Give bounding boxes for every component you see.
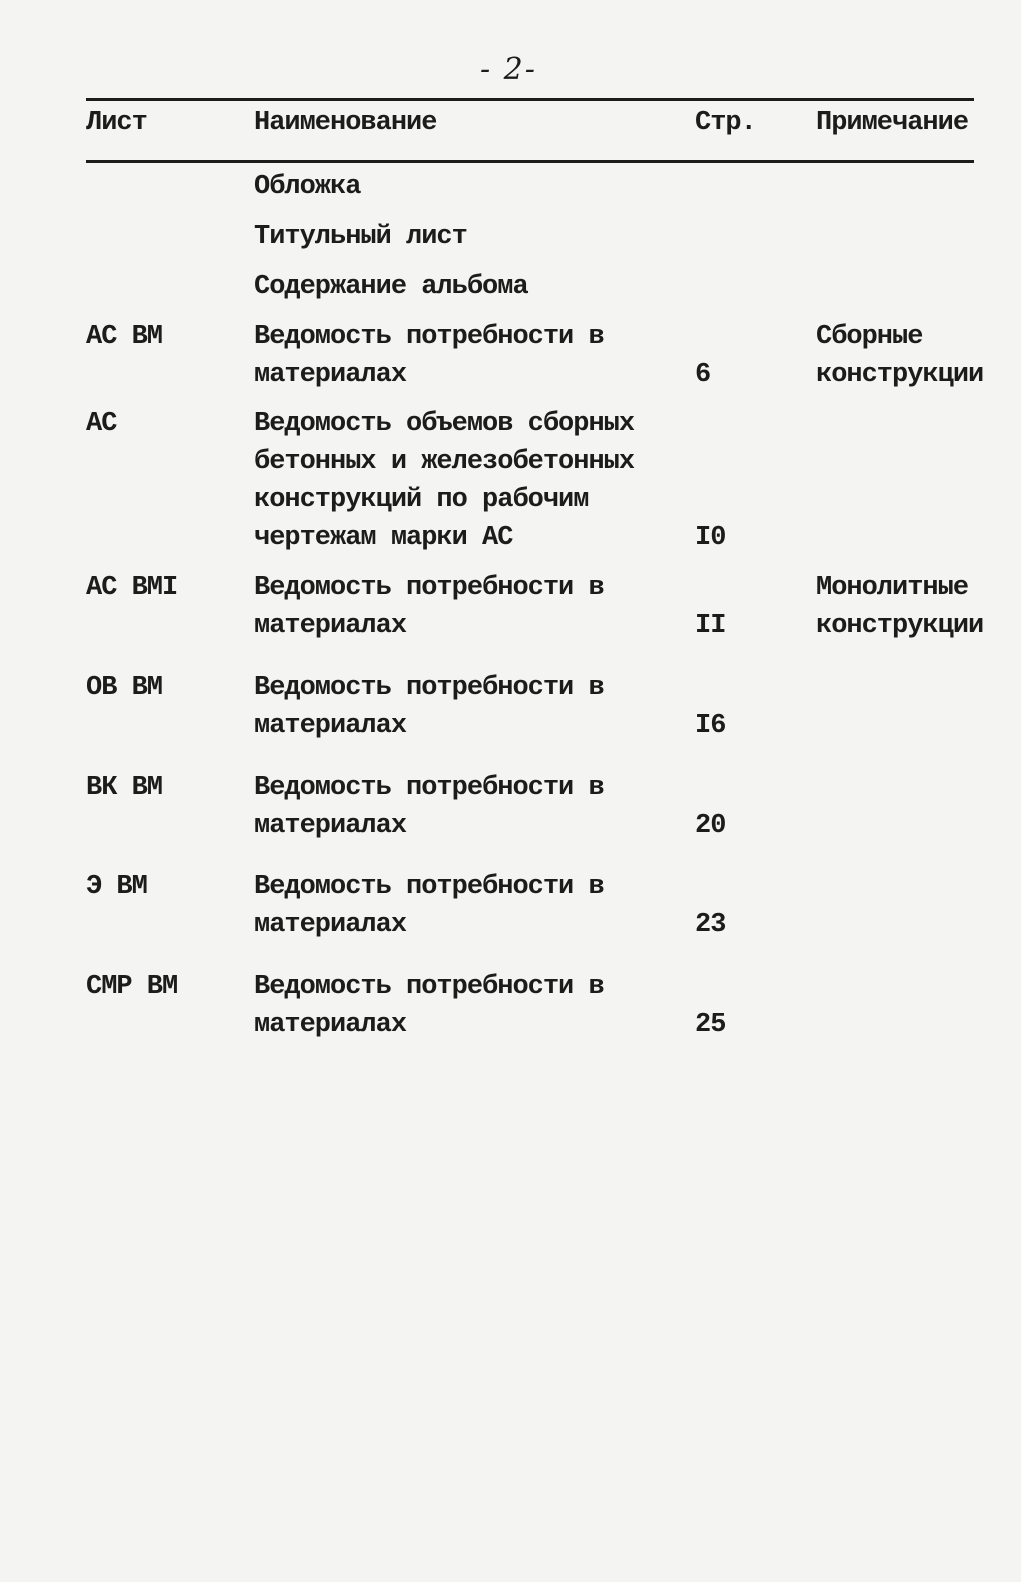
row-name: Ведомость объемов сборных бетонных и железобетонных конструкций по рабочим чертежам марки АС [254,409,635,553]
row-page: I0 [695,523,726,553]
row-name: Ведомость потребности в материалах [254,972,604,1040]
header-cell-name: Наименование [254,108,437,138]
row-sheet: АС [86,409,117,439]
row-sheet: АС ВМ [86,322,163,352]
page-number: - 2- [480,52,537,87]
row-name: Обложка [254,172,361,202]
row-sheet: Э ВМ [86,872,147,902]
header-rule [86,160,974,163]
row-sheet: ОВ ВМ [86,673,163,703]
row-name: Ведомость потребности в материалах [254,872,604,940]
row-page: 6 [695,360,711,390]
row-note: Монолитные конструкции [816,573,984,641]
header-cell-sheet: Лист [86,108,147,138]
row-page: II [695,611,726,641]
row-note: Сборные конструкции [816,322,984,390]
row-name: Титульный лист [254,222,467,252]
row-sheet: СМР ВМ [86,972,178,1002]
header-cell-note: Примечание [816,108,969,138]
row-page: 20 [695,811,726,841]
row-name: Ведомость потребности в материалах [254,773,604,841]
row-page: 25 [695,1010,726,1040]
row-sheet: ВК ВМ [86,773,163,803]
row-name: Ведомость потребности в материалах [254,573,604,641]
row-page: I6 [695,711,726,741]
row-name: Содержание альбома [254,272,528,302]
row-sheet: АС ВМI [86,573,178,603]
header-cell-page: Стр. [695,108,756,138]
top-rule [86,98,974,101]
row-name: Ведомость потребности в материалах [254,322,604,390]
row-page: 23 [695,910,726,940]
row-name: Ведомость потребности в материалах [254,673,604,741]
